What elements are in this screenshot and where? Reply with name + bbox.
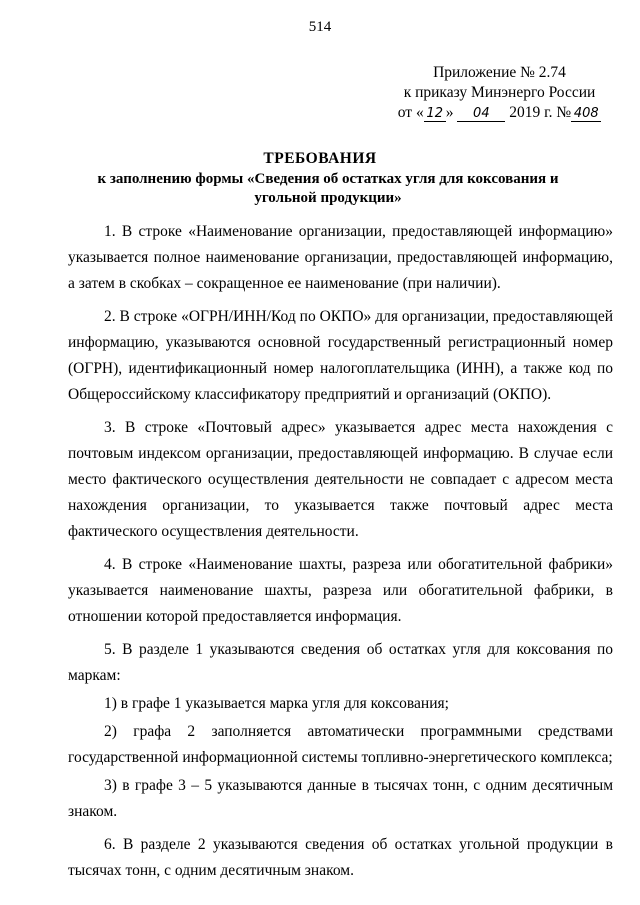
page-number: 514: [308, 19, 332, 35]
list-item-2: 2) графа 2 заполняется автоматически программными средствами государственной информационной системы топливно-энергетического комплекса;: [68, 723, 613, 766]
document-body: [68, 219, 613, 891]
paragraph-4: 4. В строке «Наименование шахты, разреза или обогатительной фабрики» указывается наименование шахты, разреза или обогатительной фабрики, в отношении которой предоставляется информация.: [68, 556, 613, 625]
paragraph-2: 2. В строке «ОГРН/ИНН/Код по ОКПО» для организации, предоставляющей информацию, указываются основной государственный регистрационный номер (ОГРН), идентификационный номер налогоплательщика (ИНН), а также код по Общероссийскому классификатору предприятий и организаций (ОКПО).: [68, 308, 613, 403]
appendix-title: Приложение № 2.74: [433, 64, 566, 81]
appendix-date-line: [377, 103, 622, 123]
paragraph-6: 6. В разделе 2 указываются сведения об остатках угольной продукции в тысячах тонн, с одним десятичным знаком.: [68, 836, 613, 879]
appendix-order-ref: к приказу Минэнерго России: [403, 84, 596, 101]
paragraph-3: 3. В строке «Почтовый адрес» указывается адрес места нахождения с почтовым индексом организации, предоставляющей информацию. В случае если место фактического осуществления деятельности не совпадает с адресом места нахождения организации, то указывается также почтовый адрес места фактического осуществления деятельности.: [68, 419, 613, 540]
paragraph-1: 1. В строке «Наименование организации, предоставляющей информацию» указывается полное наименование организации, предоставляющей информацию, а затем в скобках – сокращенное ее наименование (при наличии).: [68, 223, 613, 292]
appendix-block: [377, 63, 622, 123]
date-year: 2019 г. №: [509, 104, 572, 121]
order-number: 408: [571, 106, 601, 122]
date-month: 04: [457, 106, 505, 122]
paragraph-5: 5. В разделе 1 указываются сведения об остатках угля для коксования по маркам:: [68, 641, 613, 684]
date-prefix: от «: [397, 104, 424, 121]
date-day: 12: [424, 106, 446, 122]
list-item-1: 1) в графе 1 указывается марка угля для коксования;: [104, 695, 449, 712]
document-subtitle: к заполнению формы «Сведения об остатках угля для коксования и угольной продукции»: [97, 171, 559, 206]
date-sep: »: [445, 104, 454, 121]
document-title: ТРЕБОВАНИЯ: [263, 150, 377, 167]
list-item-3: 3) в графе 3 – 5 указываются данные в тысячах тонн, с одним десятичным знаком.: [68, 777, 613, 820]
